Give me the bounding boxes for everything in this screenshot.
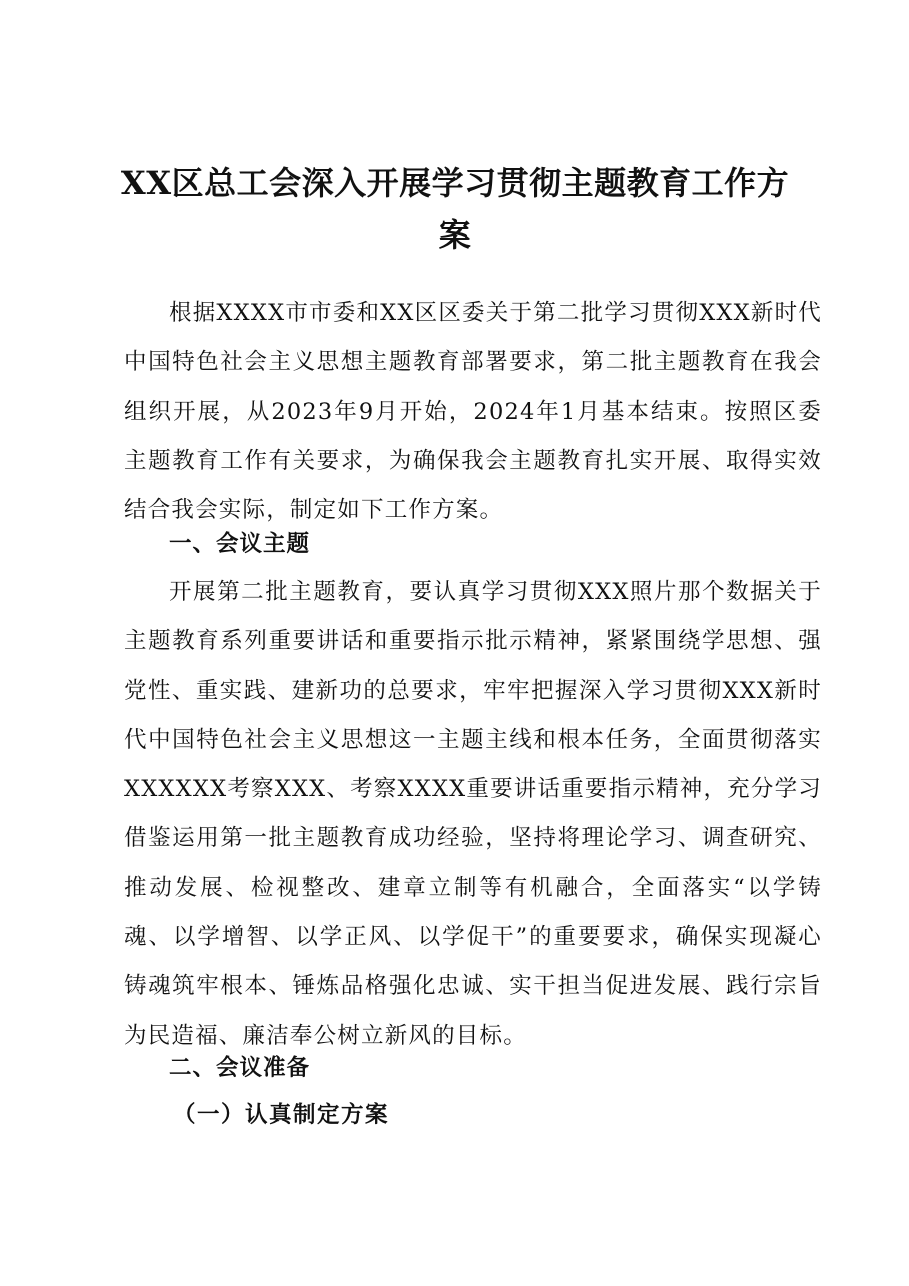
intro-paragraph: 根据XXXX市市委和XX区区委关于第二批学习贯彻XXX新时代中国特色社会主义思想主题教育部署要求，第二批主题教育在我会组织开展，从2023年9月开始，2024年1月基本结束。按照区委主题教育工作有关要求，为确保我会主题教育扎实开展、取得实效结合我会实际，制定如下工作方案。 <box>124 300 822 524</box>
document-title: XX区总工会深入开展学习贯彻主题教育工作方案 <box>120 164 790 254</box>
section-heading-meeting-theme: 一、会议主题 <box>169 531 311 557</box>
theme-paragraph: 开展第二批主题教育，要认真学习贯彻XXX照片那个数据关于主题教育系列重要讲话和重要指示批示精神，紧紧围绕学思想、强党性、重实践、建新功的总要求，牢牢把握深入学习贯彻XXX新时代中国特色社会主义思想这一主题主线和根本任务，全面贯彻落实XXXXXX考察XXX、考察XXXX重要讲话重要指示精神，充分学习借鉴运用第一批主题教育成功经验，坚持将理论学习、调查研究、推动发展、检视整改、建章立制等有机融合，全面落实“以学铸魂、以学增智、以学正风、以学促干”的重要要求，确保实现凝心铸魂筑牢根本、锤炼品格强化忠诚、实干担当促进发展、践行宗旨为民造福、廉洁奉公树立新风的目标。 <box>124 579 822 1049</box>
subsection-heading-plan: （一）认真制定方案 <box>173 1102 390 1128</box>
section-heading-meeting-preparation: 二、会议准备 <box>169 1055 311 1081</box>
